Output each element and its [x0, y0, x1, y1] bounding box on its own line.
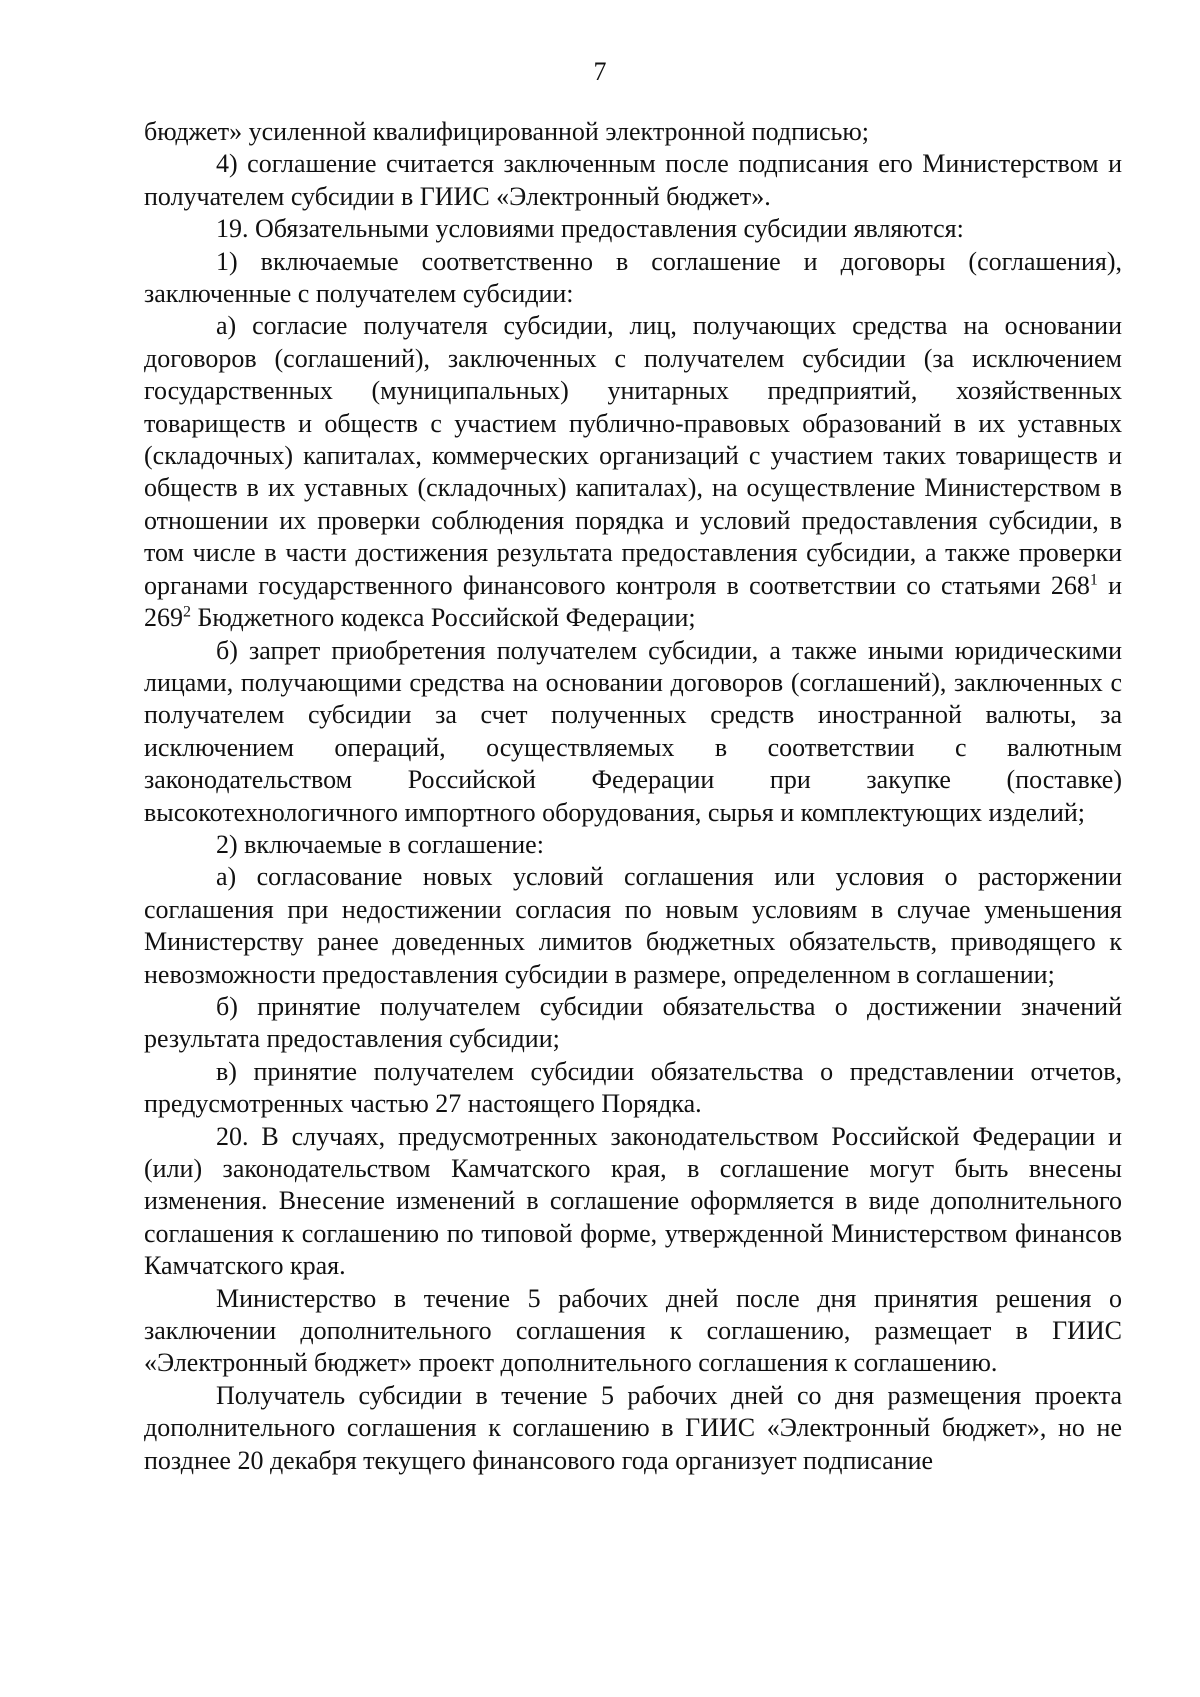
paragraph-recipient: Получатель субсидии в течение 5 рабочих дней со дня размещения проекта дополнительного соглашения к соглашению в ГИИС «Электронный бюджет», но не позднее 20 декабря текущего финансового года организует подписание [144, 1380, 1122, 1475]
document-body [144, 116, 1122, 1477]
paragraph-continuation: бюджет» усиленной квалифицированной электронной подписью; [144, 117, 870, 146]
page-number: 7 [593, 57, 607, 86]
paragraph-item-2c: в) принятие получателем субсидии обязательства о представлении отчетов, предусмотренных частью 27 настоящего Порядка. [144, 1056, 1122, 1119]
paragraph-item-4: 4) соглашение считается заключенным после подписания его Министерством и получателем субсидии в ГИИС «Электронный бюджет». [144, 149, 1122, 211]
paragraph-ministry: Министерство в течение 5 рабочих дней после дня принятия решения о заключении дополнительного соглашения к соглашению, размещает в ГИИС «Электронный бюджет» проект дополнительного соглашения к соглашению. [144, 1283, 1122, 1378]
paragraph-item-2b: б) принятие получателем субсидии обязательства о достижении значений результата предоставления субсидии; [144, 991, 1122, 1054]
superscript-1: 1 [1089, 571, 1098, 589]
paragraph-item-2a: а) согласование новых условий соглашения или условия о расторжении соглашения при недостижении согласия по новым условиям в случае уменьшения Министерству ранее доведенных лимитов бюджетных обязательств, приводящего к невозможности предоставления субсидии в размере, определенном в соглашении; [144, 862, 1122, 989]
paragraph-section-20: 20. В случаях, предусмотренных законодательством Российской Федерации и (или) законодательством Камчатского края, в соглашение могут быть внесены изменения. Внесение изменений в соглашение оформляется в виде дополнительного соглашения к соглашению по типовой форме, утвержденной Министерством финансов Камчатского края. [144, 1121, 1122, 1281]
paragraph-item-1a-end: Бюджетного кодекса Российской Федерации; [191, 603, 696, 633]
paragraph-item-1a-middle: и 269 [144, 570, 1122, 633]
paragraph-item-2: 2) включаемые в соглашение: [216, 829, 544, 859]
paragraph-item-1a-text: а) согласие получателя субсидии, лиц, получающих средства на основании договоров (соглашений), заключенных с получателем субсидии (за исключением государственных (муниципальных) унитарных предприятий, хозяйственных товариществ и обществ с участием публично-правовых образований в их уставных (складочных) капиталах, коммерческих организаций с участием таких товариществ и обществ в их уставных (складочных) капиталах), на осуществление Министерством в отношении их проверки соблюдения порядка и условий предоставления субсидии, в том числе в части достижения результата предоставления субсидии, а также проверки органами государственного финансового контроля в соответствии со статьями 268 [144, 311, 1122, 600]
superscript-2: 2 [183, 603, 191, 621]
paragraph-section-19: 19. Обязательными условиями предоставления субсидии являются: [216, 214, 964, 244]
paragraph-item-1b: б) запрет приобретения получателем субсидии, а также иными юридическими лицами, получающими средства на основании договоров (соглашений), заключенных с получателем субсидии за счет полученных средств иностранной валюты, за исключением операций, осуществляемых в соответствии с валютным законодательством Российской Федерации при закупке (поставке) высокотехнологичного импортного оборудования, сырья и комплектующих изделий; [144, 635, 1122, 827]
paragraph-item-1: 1) включаемые соответственно в соглашение и договоры (соглашения), заключенные с получателем субсидии: [144, 246, 1122, 309]
paragraph-item-1a [144, 310, 1122, 634]
